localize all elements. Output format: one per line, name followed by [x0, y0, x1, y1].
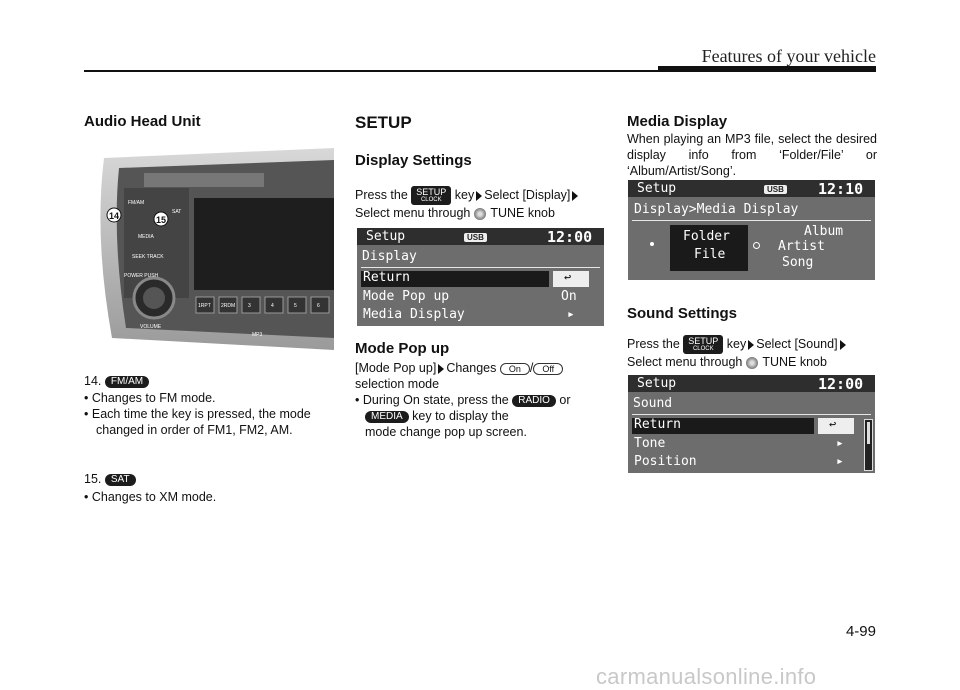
- off-key: Off: [533, 363, 563, 375]
- item-14-bullet-2: • Each time the key is pressed, the mode changed in order of FM1, FM2, AM.: [84, 407, 311, 437]
- media-display-screen: Setup USB 12:10 Display>Media Display Folder File Album Artist Song: [628, 180, 875, 280]
- item-15-bullet-1: • Changes to XM mode.: [84, 490, 217, 504]
- sound-settings-heading: Sound Settings: [627, 305, 737, 322]
- preset-3: 3: [248, 303, 251, 309]
- header-rule-thick: [658, 66, 876, 72]
- preset-5: 5: [294, 303, 297, 309]
- display-instructions: Press the SETUP CLOCK key Select [Display] Select menu through TUNE knob: [355, 186, 605, 221]
- display-settings-screen: Setup USB 12:00 Display Return ↩ Mode Pop up On Media Display ▸: [357, 228, 604, 326]
- arrow-icon: [840, 340, 846, 350]
- setup-clock-key: SETUP CLOCK: [411, 186, 451, 205]
- callout-14: 14: [109, 211, 120, 221]
- header-rule: [84, 70, 664, 72]
- photo-fmam-label: FM/AM: [128, 200, 145, 206]
- on-key: On: [500, 363, 530, 375]
- photo-mp3-label: MP3: [252, 332, 263, 338]
- item-14: [84, 373, 334, 389]
- item-15-number: 15.: [84, 472, 102, 486]
- watermark: carmanualsonline.info: [596, 664, 817, 689]
- callout-15: 15: [156, 215, 167, 225]
- tune-knob-icon: [474, 208, 486, 220]
- display-settings-heading: Display Settings: [355, 152, 472, 169]
- photo-media-label: MEDIA: [138, 234, 154, 240]
- photo-volume-label: VOLUME: [140, 324, 162, 330]
- photo-power-label: POWER PUSH: [124, 273, 159, 279]
- item-14-bullet-1: • Changes to FM mode.: [84, 391, 216, 405]
- preset-6: 6: [317, 303, 320, 309]
- head-unit-illustration: [84, 138, 334, 350]
- arrow-icon: [438, 364, 444, 374]
- header-title: Features of your vehicle: [701, 46, 876, 66]
- sat-key: SAT: [105, 474, 136, 486]
- radio-key: RADIO: [512, 395, 556, 407]
- preset-2: 2RDM: [221, 303, 236, 309]
- media-display-text: When playing an MP3 file, select the desired display info from ‘Folder/File’ or ‘Album/Artist/Song’.: [627, 132, 877, 178]
- mode-popup-heading: Mode Pop up: [355, 340, 450, 357]
- photo-seek-label: SEEK TRACK: [132, 254, 164, 260]
- setup-clock-key: SETUP CLOCK: [683, 335, 723, 354]
- item-14-number: 14.: [84, 374, 102, 388]
- audio-head-unit-heading: Audio Head Unit: [84, 113, 201, 130]
- fmam-key: FM/AM: [105, 376, 149, 388]
- preset-1: 1RPT: [198, 303, 211, 309]
- preset-4: 4: [271, 303, 274, 309]
- sound-settings-screen: Setup 12:00 Sound Return ↩ Tone ▸ Position ▸: [628, 375, 875, 473]
- media-key: MEDIA: [365, 411, 409, 423]
- page-number: 4-99: [845, 623, 876, 640]
- sound-instructions: Press the SETUP CLOCK key Select [Sound] Select menu through TUNE knob: [627, 335, 877, 370]
- arrow-icon: [476, 191, 482, 201]
- media-display-heading: Media Display: [627, 113, 728, 130]
- tune-knob-icon: [746, 357, 758, 369]
- scrollbar[interactable]: [864, 419, 873, 471]
- mode-popup-text: [Mode Pop up] Changes On / Off selection mode • During On state, press the RADIO or MEDIA key to display the mode change pop up screen.: [355, 361, 571, 439]
- item-14-bullets: [84, 390, 334, 438]
- item-15: [84, 471, 136, 487]
- setup-heading: SETUP: [355, 113, 412, 132]
- arrow-icon: [748, 340, 754, 350]
- photo-sat-label: SAT: [172, 209, 182, 215]
- head-unit-photo: [84, 138, 334, 350]
- arrow-icon: [572, 191, 578, 201]
